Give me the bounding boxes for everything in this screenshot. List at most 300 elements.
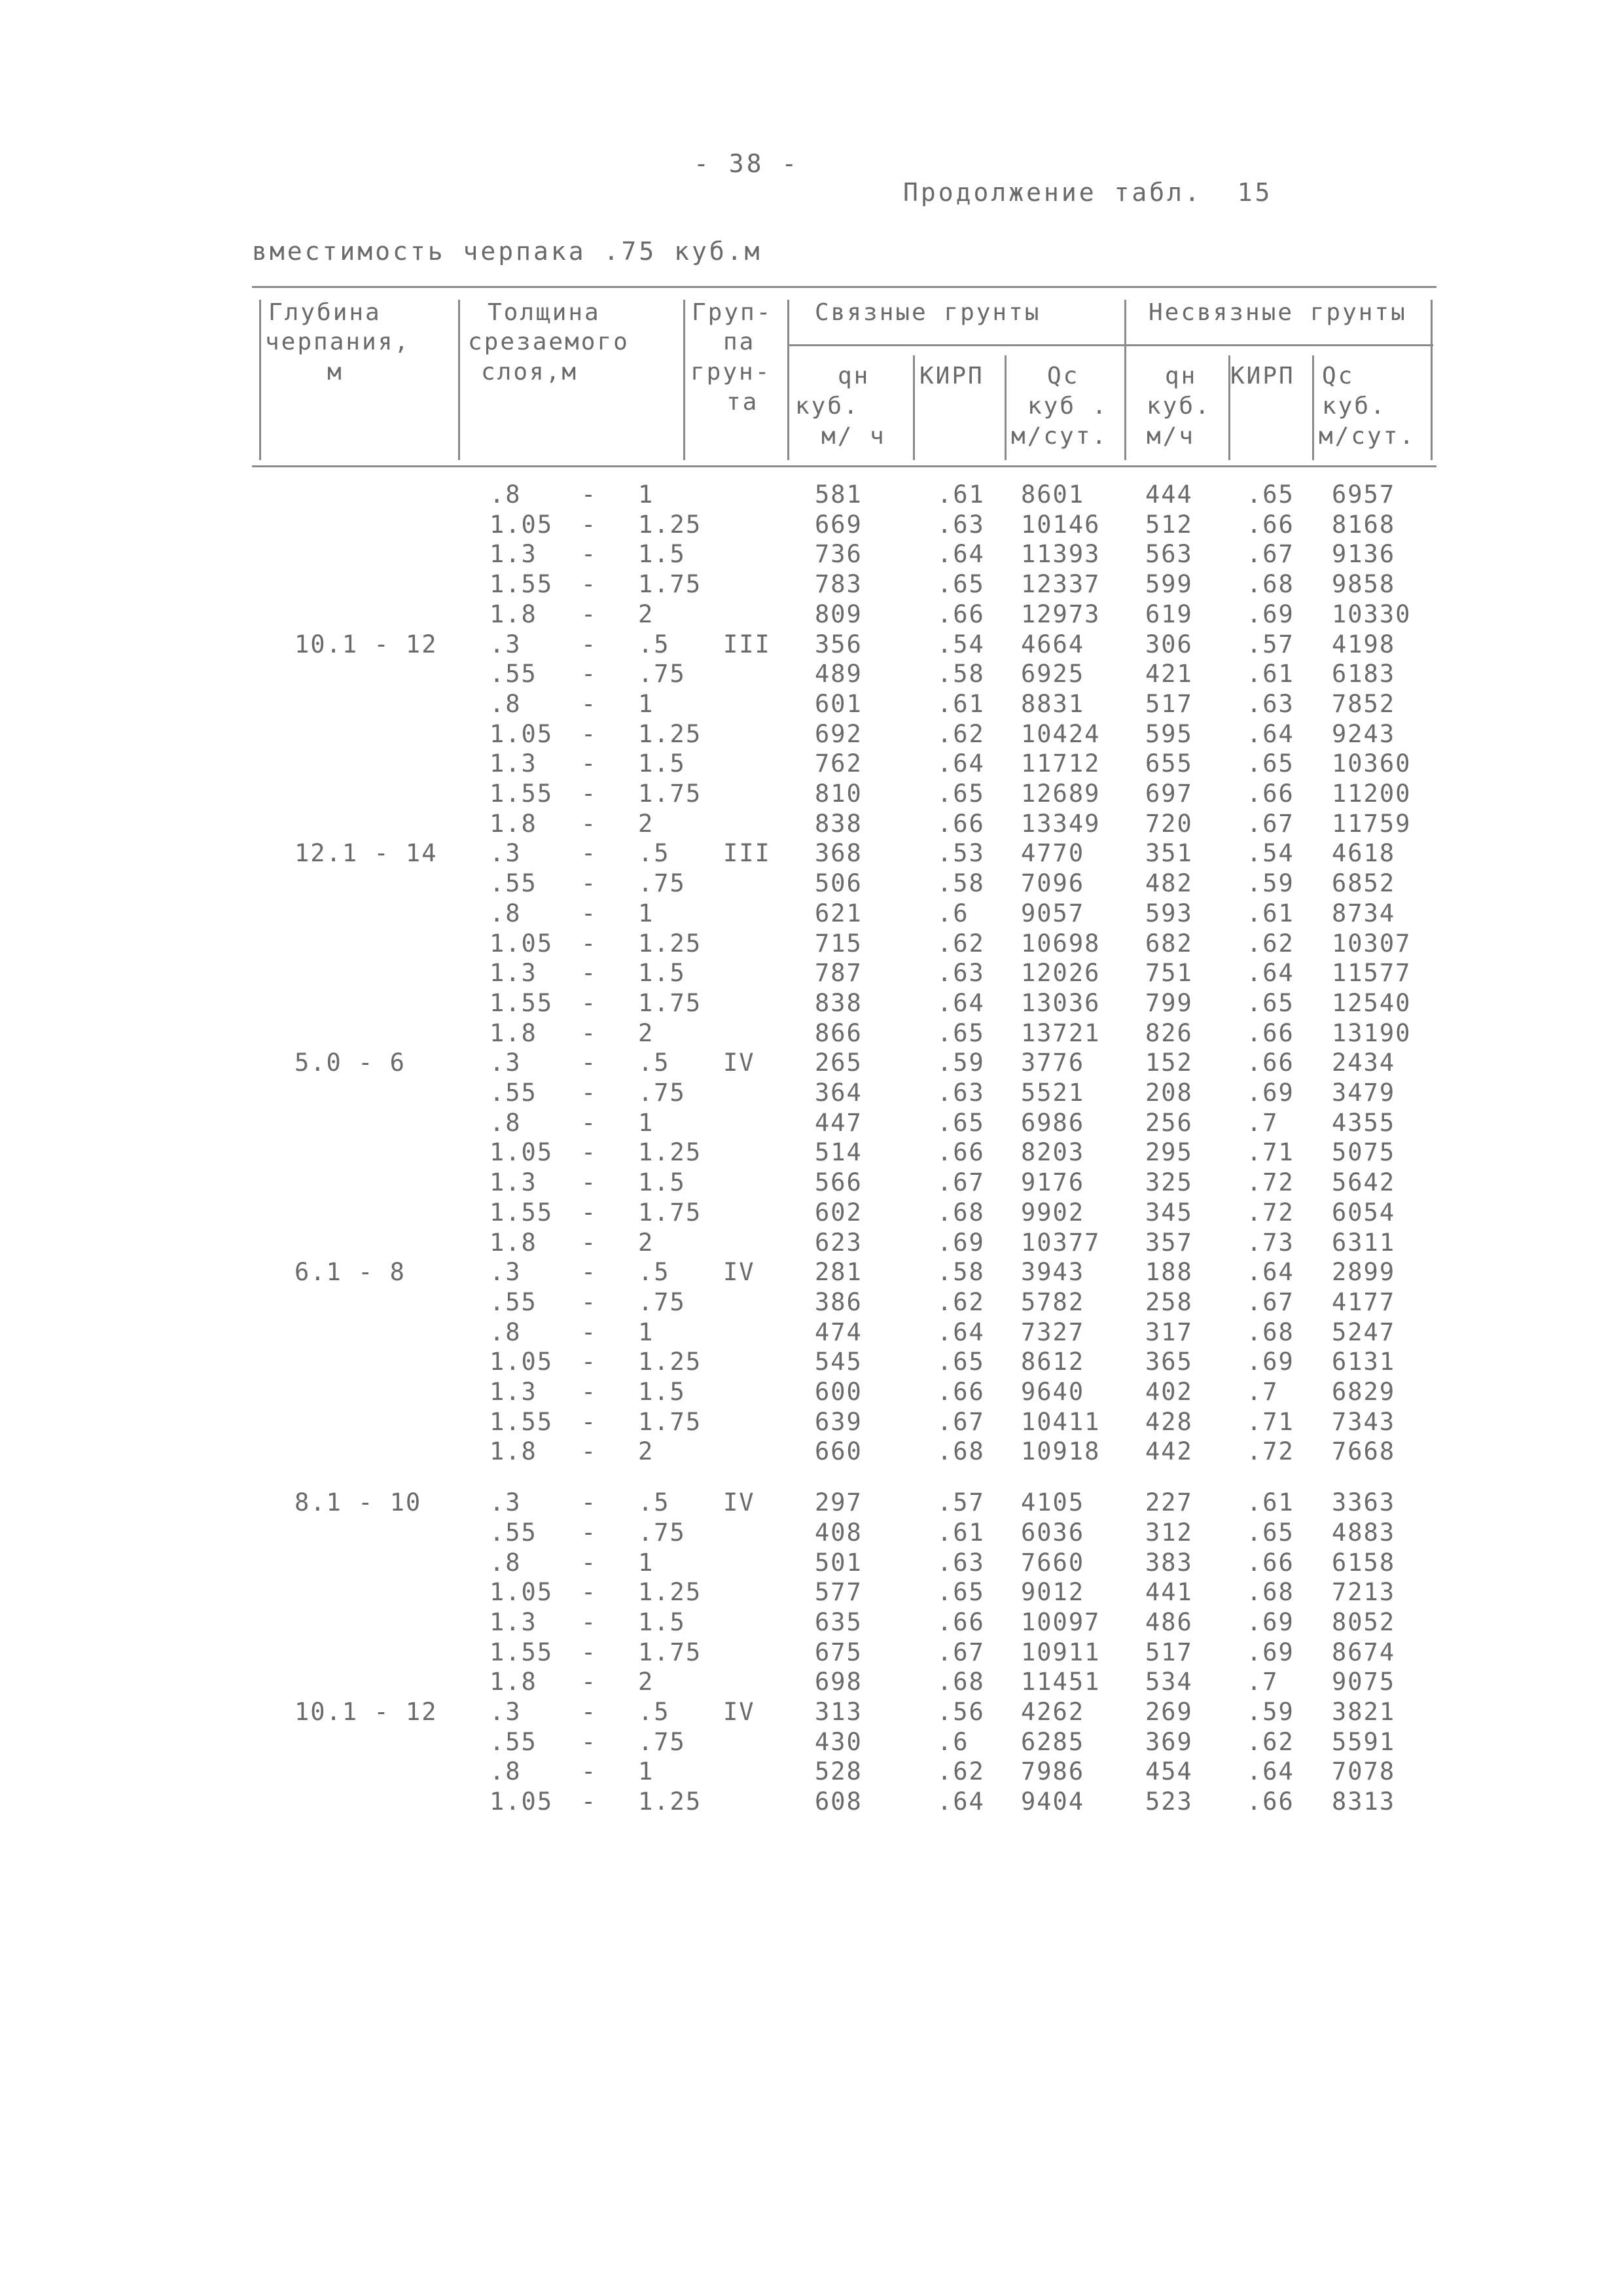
- thickness-to-cell: .5: [638, 839, 670, 868]
- thickness-from-cell: .8: [490, 899, 522, 927]
- thickness-to-cell: 1.5: [638, 959, 686, 988]
- qn2-cell: 655: [1145, 749, 1193, 778]
- kirp-cell: .66: [937, 809, 985, 838]
- qn2-cell: 454: [1145, 1757, 1193, 1786]
- qc-cell: 10424: [1021, 719, 1101, 748]
- dash-cell: -: [581, 1287, 597, 1316]
- table-continuation-label: Продолжение табл. 15: [903, 178, 1273, 207]
- qc2-cell: 2434: [1332, 1049, 1396, 1077]
- qc2-cell: 11577: [1332, 959, 1412, 988]
- thickness-from-cell: 1.3: [490, 749, 537, 778]
- qc2-cell: 9243: [1332, 719, 1396, 748]
- kirp-cell: .67: [937, 1168, 985, 1197]
- thickness-from-cell: 1.8: [490, 809, 537, 838]
- qn2-cell: 523: [1145, 1787, 1193, 1816]
- dash-cell: -: [581, 630, 597, 658]
- qc2-cell: 8052: [1332, 1607, 1396, 1636]
- thickness-from-cell: 1.8: [490, 1018, 537, 1047]
- thickness-from-cell: .3: [490, 1049, 522, 1077]
- qc-cell: 4262: [1021, 1698, 1085, 1726]
- thickness-from-cell: 1.3: [490, 959, 537, 988]
- kirp-cell: .63: [937, 510, 985, 539]
- dash-cell: -: [581, 480, 597, 509]
- thickness-to-cell: .5: [638, 1049, 670, 1077]
- thickness-from-cell: 1.05: [490, 1348, 554, 1376]
- qc2-cell: 6311: [1332, 1228, 1396, 1257]
- qn2-cell: 444: [1145, 480, 1193, 509]
- dash-cell: -: [581, 809, 597, 838]
- qn-cell: 698: [815, 1668, 863, 1696]
- dash-cell: -: [581, 540, 597, 569]
- qc2-cell: 4355: [1332, 1108, 1396, 1137]
- qc2-cell: 6054: [1332, 1198, 1396, 1227]
- qc-cell: 8831: [1021, 689, 1085, 718]
- qn2-cell: 720: [1145, 809, 1193, 838]
- thickness-from-cell: .8: [490, 480, 522, 509]
- dash-cell: -: [581, 1049, 597, 1077]
- thickness-to-cell: 1.5: [638, 1378, 686, 1406]
- thickness-from-cell: 1.05: [490, 1138, 554, 1167]
- header-subgroup-rule: [789, 344, 1433, 346]
- dash-cell: -: [581, 1348, 597, 1376]
- qc-cell: 11451: [1021, 1668, 1101, 1696]
- qn2-cell: 486: [1145, 1607, 1193, 1636]
- thickness-to-cell: 1.25: [638, 510, 702, 539]
- qn-cell: 430: [815, 1727, 863, 1756]
- kirp2-cell: .7: [1247, 1668, 1279, 1696]
- qn-cell: 297: [815, 1488, 863, 1517]
- kirp-cell: .58: [937, 660, 985, 689]
- thickness-to-cell: 1.5: [638, 1168, 686, 1197]
- qn-cell: 581: [815, 480, 863, 509]
- qn-cell: 692: [815, 719, 863, 748]
- kirp2-cell: .69: [1247, 600, 1294, 628]
- thickness-to-cell: 1.5: [638, 540, 686, 569]
- qn-cell: 514: [815, 1138, 863, 1167]
- thickness-from-cell: .55: [490, 1287, 537, 1316]
- dash-cell: -: [581, 959, 597, 988]
- qn-cell: 810: [815, 780, 863, 808]
- dash-cell: -: [581, 600, 597, 628]
- kirp-cell: .65: [937, 1348, 985, 1376]
- thickness-to-cell: 2: [638, 1228, 654, 1257]
- group-cell: IV: [723, 1258, 755, 1287]
- thickness-to-cell: .5: [638, 1258, 670, 1287]
- qc2-cell: 7213: [1332, 1578, 1396, 1607]
- qn-cell: 809: [815, 600, 863, 628]
- thickness-to-cell: .75: [638, 1518, 686, 1547]
- qc2-cell: 5247: [1332, 1318, 1396, 1346]
- thickness-from-cell: 1.3: [490, 1607, 537, 1636]
- qc-cell: 10698: [1021, 929, 1101, 958]
- depth-cell: 12.1 - 14: [294, 839, 438, 868]
- kirp2-cell: .54: [1247, 839, 1294, 868]
- qc2-cell: 11200: [1332, 780, 1412, 808]
- kirp2-cell: .59: [1247, 1698, 1294, 1726]
- kirp-cell: .53: [937, 839, 985, 868]
- dash-cell: -: [581, 1437, 597, 1466]
- qc-cell: 13036: [1021, 988, 1101, 1017]
- qn2-cell: 357: [1145, 1228, 1193, 1257]
- thickness-to-cell: .5: [638, 1488, 670, 1517]
- qc-cell: 9902: [1021, 1198, 1085, 1227]
- dash-cell: -: [581, 719, 597, 748]
- dash-cell: -: [581, 1168, 597, 1197]
- header-divider-3: [683, 300, 685, 460]
- qc-cell: 8203: [1021, 1138, 1085, 1167]
- qc-cell: 6285: [1021, 1727, 1085, 1756]
- kirp-cell: .58: [937, 1258, 985, 1287]
- depth-cell: 8.1 - 10: [294, 1488, 422, 1517]
- dash-cell: -: [581, 1079, 597, 1107]
- thickness-from-cell: 1.3: [490, 1168, 537, 1197]
- thickness-to-cell: 2: [638, 600, 654, 628]
- qn2-cell: 402: [1145, 1378, 1193, 1406]
- qn-cell: 408: [815, 1518, 863, 1547]
- thickness-to-cell: 2: [638, 1018, 654, 1047]
- kirp-cell: .66: [937, 1378, 985, 1406]
- kirp2-cell: .72: [1247, 1168, 1294, 1197]
- qn2-cell: 428: [1145, 1407, 1193, 1436]
- kirp-cell: .64: [937, 988, 985, 1017]
- kirp-cell: .65: [937, 570, 985, 599]
- qc-cell: 10911: [1021, 1638, 1101, 1666]
- qc-cell: 13349: [1021, 809, 1101, 838]
- qn2-cell: 482: [1145, 869, 1193, 898]
- thickness-from-cell: .8: [490, 1108, 522, 1137]
- qc-cell: 3943: [1021, 1258, 1085, 1287]
- qn-cell: 501: [815, 1548, 863, 1577]
- kirp2-cell: .68: [1247, 1578, 1294, 1607]
- qn-cell: 313: [815, 1698, 863, 1726]
- dash-cell: -: [581, 1108, 597, 1137]
- qn2-cell: 517: [1145, 689, 1193, 718]
- qn2-cell: 345: [1145, 1198, 1193, 1227]
- qn-cell: 474: [815, 1318, 863, 1346]
- qc2-cell: 7078: [1332, 1757, 1396, 1786]
- kirp-cell: .65: [937, 1108, 985, 1137]
- kirp2-cell: .67: [1247, 1287, 1294, 1316]
- header-divider-7: [1124, 300, 1126, 460]
- kirp-cell: .62: [937, 719, 985, 748]
- thickness-to-cell: 1.25: [638, 1578, 702, 1607]
- qn-cell: 600: [815, 1378, 863, 1406]
- kirp-cell: .61: [937, 1518, 985, 1547]
- kirp-cell: .61: [937, 689, 985, 718]
- thickness-to-cell: 1.5: [638, 749, 686, 778]
- dash-cell: -: [581, 988, 597, 1017]
- qc-cell: 3776: [1021, 1049, 1085, 1077]
- qn2-cell: 325: [1145, 1168, 1193, 1197]
- dash-cell: -: [581, 1578, 597, 1607]
- qn-cell: 669: [815, 510, 863, 539]
- qn2-cell: 258: [1145, 1287, 1193, 1316]
- thickness-to-cell: 1: [638, 899, 654, 927]
- qc-cell: 9012: [1021, 1578, 1085, 1607]
- qn-cell: 623: [815, 1228, 863, 1257]
- dash-cell: -: [581, 1407, 597, 1436]
- qc2-cell: 5591: [1332, 1727, 1396, 1756]
- thickness-from-cell: .3: [490, 630, 522, 658]
- qc2-cell: 12540: [1332, 988, 1412, 1017]
- thickness-to-cell: 2: [638, 809, 654, 838]
- thickness-from-cell: .3: [490, 839, 522, 868]
- thickness-from-cell: .8: [490, 1757, 522, 1786]
- kirp2-cell: .66: [1247, 1787, 1294, 1816]
- qc-cell: 4105: [1021, 1488, 1085, 1517]
- group-cell: III: [723, 839, 771, 868]
- dash-cell: -: [581, 1548, 597, 1577]
- qc-cell: 10097: [1021, 1607, 1101, 1636]
- qn-cell: 608: [815, 1787, 863, 1816]
- qn-cell: 265: [815, 1049, 863, 1077]
- qn2-cell: 682: [1145, 929, 1193, 958]
- qc-cell: 7096: [1021, 869, 1085, 898]
- thickness-to-cell: .5: [638, 1698, 670, 1726]
- thickness-to-cell: 1.75: [638, 1198, 702, 1227]
- qn2-cell: 751: [1145, 959, 1193, 988]
- kirp2-cell: .65: [1247, 988, 1294, 1017]
- kirp2-cell: .61: [1247, 899, 1294, 927]
- kirp-cell: .68: [937, 1437, 985, 1466]
- header-divider-5: [913, 355, 915, 460]
- qn2-cell: 365: [1145, 1348, 1193, 1376]
- thickness-from-cell: 1.55: [490, 1198, 554, 1227]
- header-kirp-noncohesive: КИРП: [1230, 363, 1295, 389]
- qn2-cell: 534: [1145, 1668, 1193, 1696]
- kirp-cell: .6: [937, 899, 969, 927]
- kirp-cell: .6: [937, 1727, 969, 1756]
- qn2-cell: 383: [1145, 1548, 1193, 1577]
- qn-cell: 356: [815, 630, 863, 658]
- qc-cell: 9640: [1021, 1378, 1085, 1406]
- kirp2-cell: .69: [1247, 1607, 1294, 1636]
- kirp2-cell: .66: [1247, 1049, 1294, 1077]
- page-number: - 38 -: [694, 149, 800, 178]
- qn-cell: 545: [815, 1348, 863, 1376]
- qc-cell: 8601: [1021, 480, 1085, 509]
- kirp2-cell: .62: [1247, 1727, 1294, 1756]
- kirp2-cell: .62: [1247, 929, 1294, 958]
- thickness-from-cell: .55: [490, 1518, 537, 1547]
- thickness-to-cell: 1.75: [638, 1638, 702, 1666]
- kirp2-cell: .71: [1247, 1407, 1294, 1436]
- qc2-cell: 3479: [1332, 1079, 1396, 1107]
- kirp-cell: .66: [937, 1138, 985, 1167]
- thickness-to-cell: 1.25: [638, 929, 702, 958]
- thickness-from-cell: 1.05: [490, 929, 554, 958]
- dash-cell: -: [581, 1138, 597, 1167]
- kirp2-cell: .72: [1247, 1437, 1294, 1466]
- thickness-from-cell: .55: [490, 1727, 537, 1756]
- qc2-cell: 3821: [1332, 1698, 1396, 1726]
- qc2-cell: 6829: [1332, 1378, 1396, 1406]
- qc-cell: 11393: [1021, 540, 1101, 569]
- kirp-cell: .62: [937, 1757, 985, 1786]
- thickness-to-cell: 1: [638, 1548, 654, 1577]
- dash-cell: -: [581, 1638, 597, 1666]
- dash-cell: -: [581, 689, 597, 718]
- kirp-cell: .57: [937, 1488, 985, 1517]
- kirp-cell: .67: [937, 1407, 985, 1436]
- thickness-from-cell: 1.3: [490, 540, 537, 569]
- kirp2-cell: .71: [1247, 1138, 1294, 1167]
- kirp-cell: .64: [937, 1787, 985, 1816]
- thickness-to-cell: .75: [638, 1287, 686, 1316]
- dash-cell: -: [581, 1198, 597, 1227]
- qc2-cell: 6852: [1332, 869, 1396, 898]
- thickness-from-cell: 1.05: [490, 1578, 554, 1607]
- depth-cell: 5.0 - 6: [294, 1049, 406, 1077]
- qn2-cell: 152: [1145, 1049, 1193, 1077]
- qc-cell: 6925: [1021, 660, 1085, 689]
- qc2-cell: 11759: [1332, 809, 1412, 838]
- thickness-from-cell: 1.55: [490, 988, 554, 1017]
- header-noncohesive-soils: Несвязные грунты: [1149, 299, 1407, 326]
- kirp-cell: .61: [937, 480, 985, 509]
- qn2-cell: 269: [1145, 1698, 1193, 1726]
- qc-cell: 8612: [1021, 1348, 1085, 1376]
- qc-cell: 12337: [1021, 570, 1101, 599]
- thickness-from-cell: .55: [490, 660, 537, 689]
- qn-cell: 838: [815, 809, 863, 838]
- qc2-cell: 6183: [1332, 660, 1396, 689]
- dash-cell: -: [581, 1018, 597, 1047]
- dash-cell: -: [581, 570, 597, 599]
- thickness-from-cell: 1.3: [490, 1378, 537, 1406]
- dash-cell: -: [581, 1228, 597, 1257]
- dash-cell: -: [581, 1698, 597, 1726]
- qn-cell: 601: [815, 689, 863, 718]
- qc2-cell: 4618: [1332, 839, 1396, 868]
- qn-cell: 566: [815, 1168, 863, 1197]
- thickness-to-cell: 1: [638, 1108, 654, 1137]
- thickness-from-cell: .55: [490, 1079, 537, 1107]
- qn-cell: 736: [815, 540, 863, 569]
- qc-cell: 10411: [1021, 1407, 1101, 1436]
- qc-cell: 4664: [1021, 630, 1085, 658]
- depth-cell: 6.1 - 8: [294, 1258, 406, 1287]
- qn2-cell: 697: [1145, 780, 1193, 808]
- qc-cell: 7660: [1021, 1548, 1085, 1577]
- qn2-cell: 312: [1145, 1518, 1193, 1547]
- qc2-cell: 2899: [1332, 1258, 1396, 1287]
- thickness-from-cell: .3: [490, 1488, 522, 1517]
- qn-cell: 528: [815, 1757, 863, 1786]
- dash-cell: -: [581, 510, 597, 539]
- dash-cell: -: [581, 1668, 597, 1696]
- qc2-cell: 13190: [1332, 1018, 1412, 1047]
- kirp-cell: .62: [937, 929, 985, 958]
- qn2-cell: 517: [1145, 1638, 1193, 1666]
- qn-cell: 489: [815, 660, 863, 689]
- kirp2-cell: .66: [1247, 510, 1294, 539]
- kirp-cell: .59: [937, 1049, 985, 1077]
- kirp-cell: .65: [937, 1018, 985, 1047]
- dash-cell: -: [581, 749, 597, 778]
- header-divider-4: [787, 300, 789, 460]
- kirp2-cell: .73: [1247, 1228, 1294, 1257]
- thickness-from-cell: 1.55: [490, 1638, 554, 1666]
- qc-cell: 7986: [1021, 1757, 1085, 1786]
- qn-cell: 866: [815, 1018, 863, 1047]
- qc-cell: 11712: [1021, 749, 1101, 778]
- kirp2-cell: .64: [1247, 719, 1294, 748]
- thickness-from-cell: .8: [490, 689, 522, 718]
- kirp2-cell: .64: [1247, 1258, 1294, 1287]
- thickness-from-cell: .3: [490, 1698, 522, 1726]
- dash-cell: -: [581, 839, 597, 868]
- qc2-cell: 7343: [1332, 1407, 1396, 1436]
- qc2-cell: 5642: [1332, 1168, 1396, 1197]
- thickness-to-cell: .75: [638, 660, 686, 689]
- thickness-to-cell: 2: [638, 1668, 654, 1696]
- kirp2-cell: .59: [1247, 869, 1294, 898]
- kirp2-cell: .65: [1247, 1518, 1294, 1547]
- group-cell: III: [723, 630, 771, 658]
- qc2-cell: 6957: [1332, 480, 1396, 509]
- qn2-cell: 563: [1145, 540, 1193, 569]
- qn-cell: 787: [815, 959, 863, 988]
- qn2-cell: 306: [1145, 630, 1193, 658]
- qc2-cell: 9858: [1332, 570, 1396, 599]
- qn2-cell: 421: [1145, 660, 1193, 689]
- thickness-to-cell: 1.25: [638, 1348, 702, 1376]
- qn2-cell: 595: [1145, 719, 1193, 748]
- header-kirp-cohesive: КИРП: [919, 363, 984, 389]
- thickness-to-cell: 1: [638, 689, 654, 718]
- qc2-cell: 9136: [1332, 540, 1396, 569]
- qc-cell: 7327: [1021, 1318, 1085, 1346]
- qn-cell: 639: [815, 1407, 863, 1436]
- thickness-to-cell: 1.25: [638, 1138, 702, 1167]
- qc-cell: 12689: [1021, 780, 1101, 808]
- header-divider-2: [458, 300, 460, 460]
- thickness-to-cell: 1.5: [638, 1607, 686, 1636]
- kirp-cell: .63: [937, 959, 985, 988]
- qn-cell: 281: [815, 1258, 863, 1287]
- kirp-cell: .56: [937, 1698, 985, 1726]
- qn2-cell: 188: [1145, 1258, 1193, 1287]
- qc-cell: 6036: [1021, 1518, 1085, 1547]
- qc2-cell: 5075: [1332, 1138, 1396, 1167]
- qc2-cell: 10330: [1332, 600, 1412, 628]
- qn2-cell: 227: [1145, 1488, 1193, 1517]
- kirp-cell: .66: [937, 1607, 985, 1636]
- header-cohesive-soils: Связные грунты: [815, 299, 1041, 326]
- qc-cell: 10918: [1021, 1437, 1101, 1466]
- qc-cell: 13721: [1021, 1018, 1101, 1047]
- dash-cell: -: [581, 660, 597, 689]
- qc2-cell: 4198: [1332, 630, 1396, 658]
- kirp2-cell: .63: [1247, 689, 1294, 718]
- thickness-from-cell: 1.8: [490, 1668, 537, 1696]
- kirp-cell: .66: [937, 600, 985, 628]
- header-divider-10: [1431, 300, 1433, 460]
- thickness-to-cell: 1: [638, 480, 654, 509]
- qc2-cell: 10307: [1332, 929, 1412, 958]
- dash-cell: -: [581, 1518, 597, 1547]
- qc2-cell: 9075: [1332, 1668, 1396, 1696]
- thickness-to-cell: .75: [638, 1079, 686, 1107]
- qn-cell: 577: [815, 1578, 863, 1607]
- kirp-cell: .68: [937, 1198, 985, 1227]
- kirp2-cell: .61: [1247, 660, 1294, 689]
- thickness-to-cell: 2: [638, 1437, 654, 1466]
- thickness-from-cell: .55: [490, 869, 537, 898]
- qn-cell: 762: [815, 749, 863, 778]
- qn2-cell: 208: [1145, 1079, 1193, 1107]
